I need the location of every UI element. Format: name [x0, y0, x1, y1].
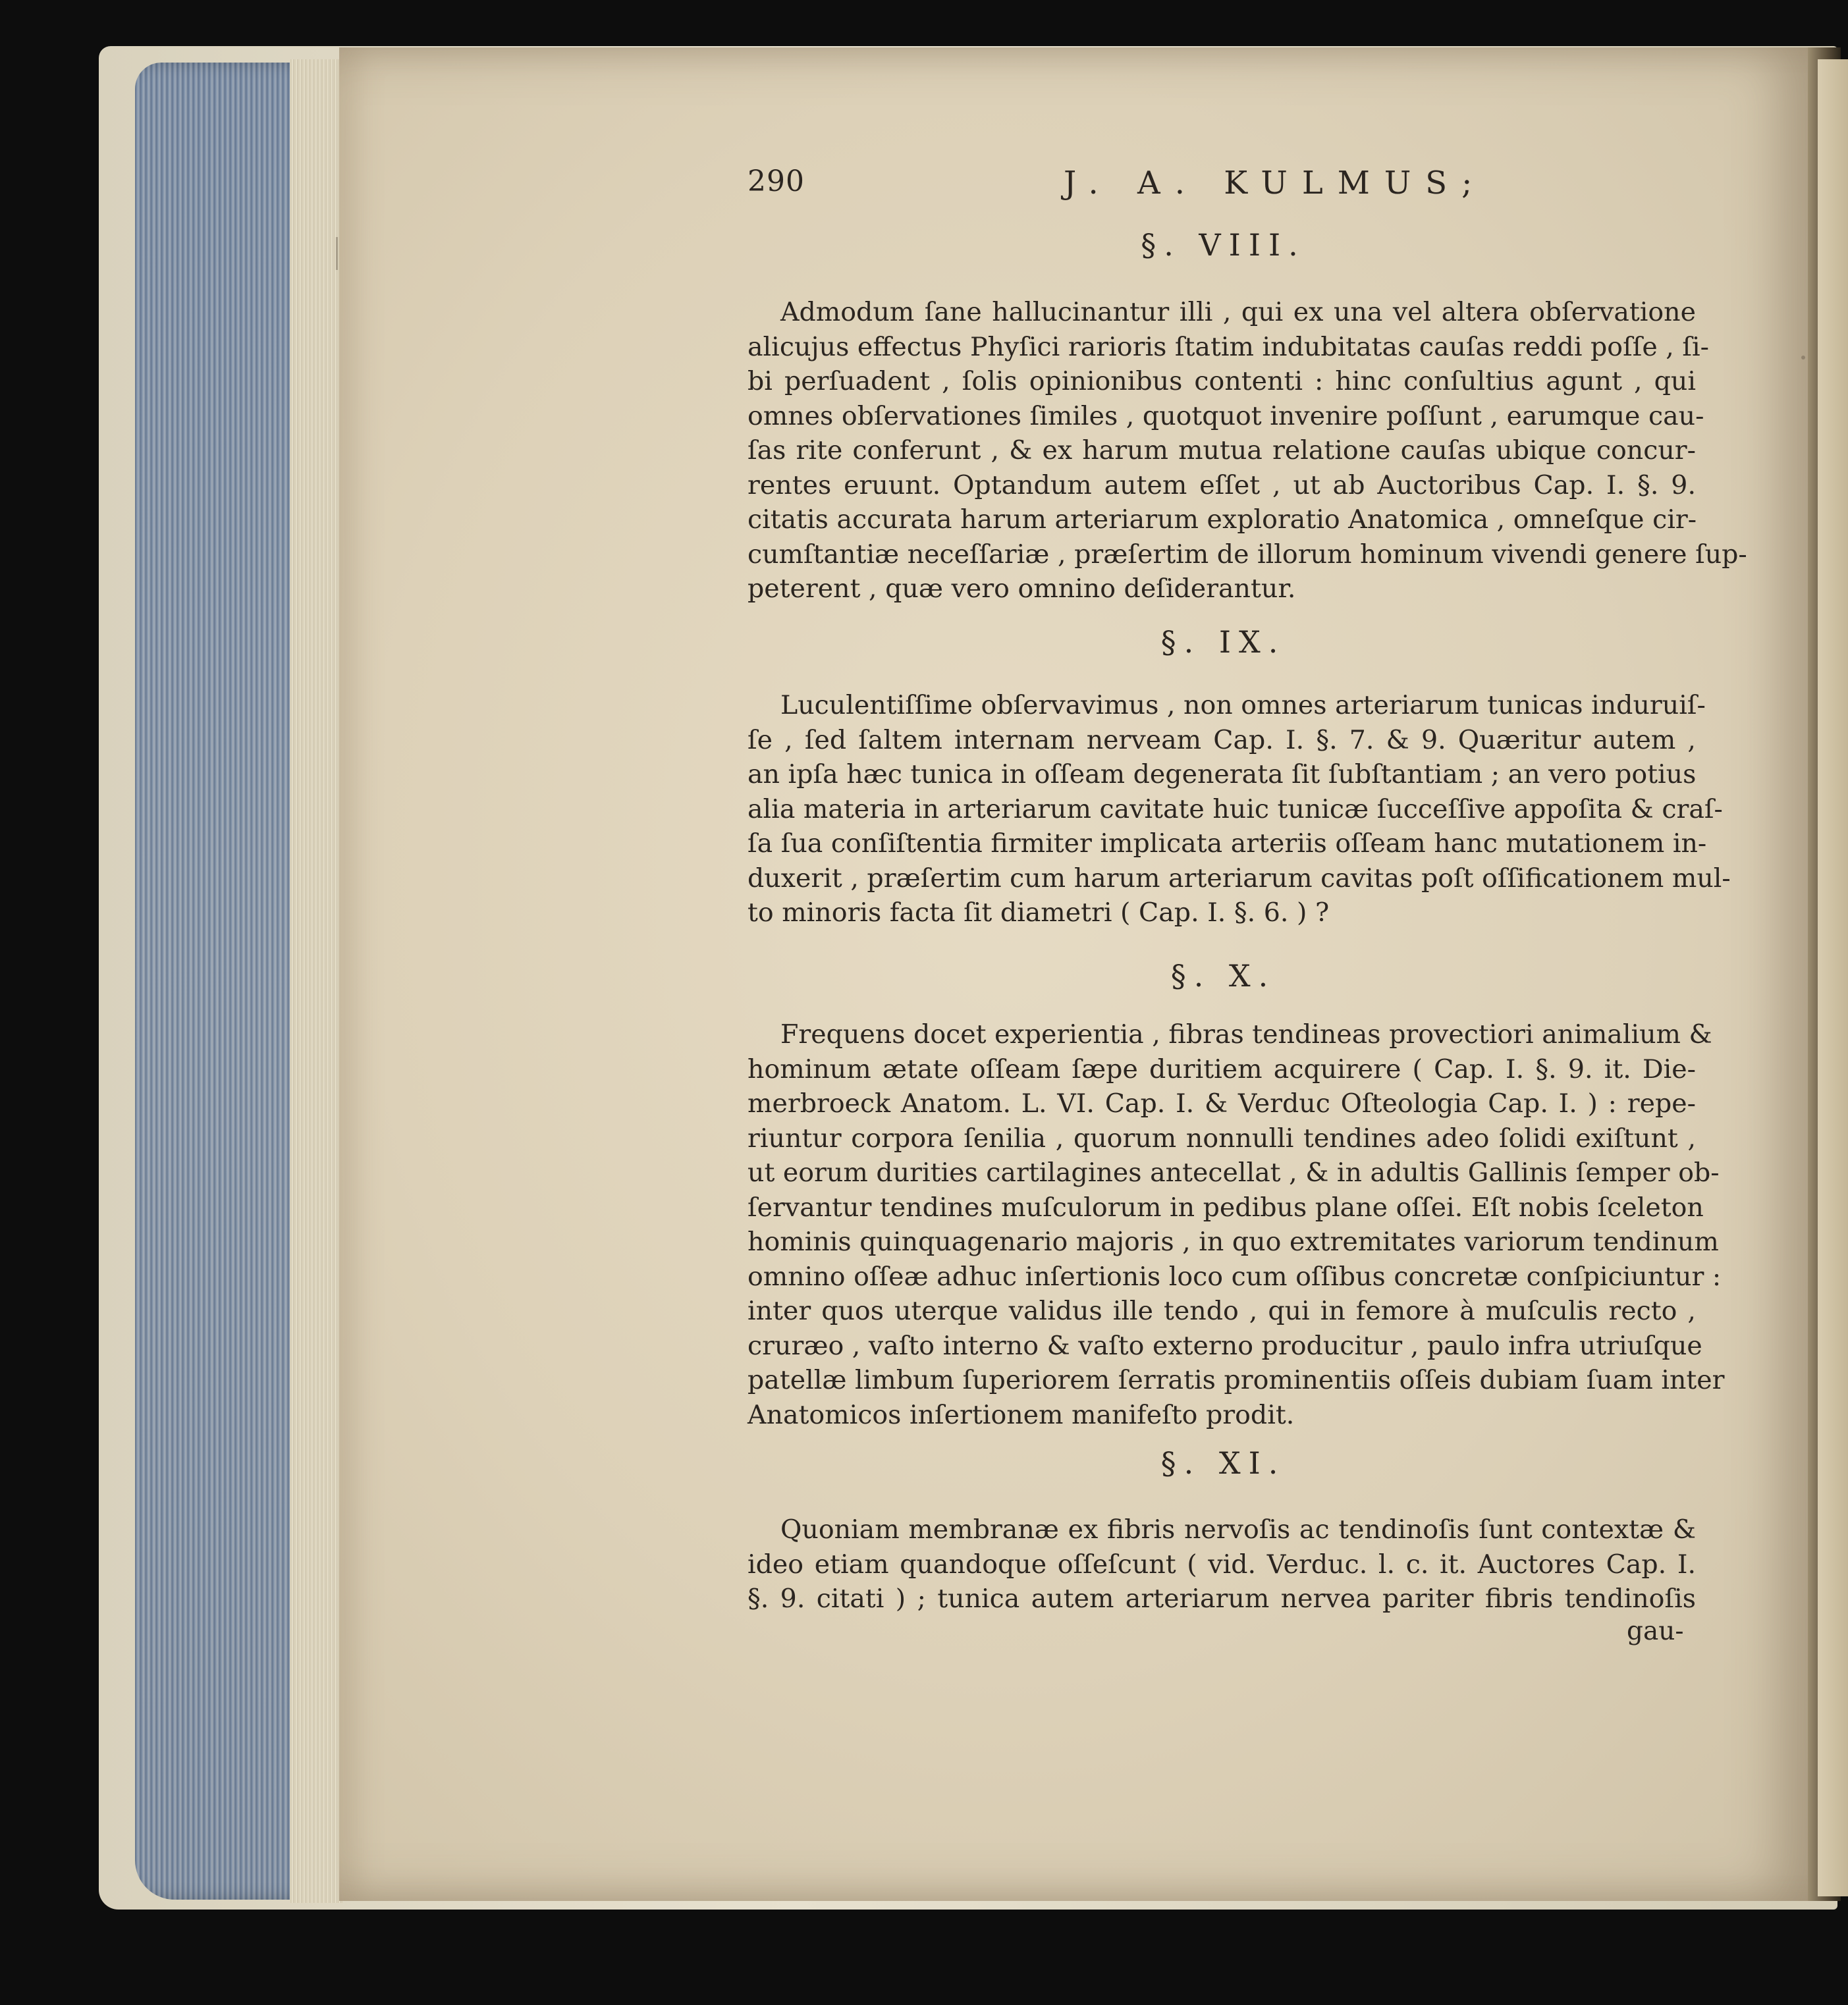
text-line: Admodum ſane hallucinantur illi , qui ex una vel altera obſervatione: [780, 297, 1696, 327]
text-line: ſa ſua conſiſtentia firmiter implicata arteriis oſſeam hanc mutationem in-: [747, 828, 1707, 859]
paragraph-xi: [747, 1512, 1696, 1617]
paragraph-viii: [747, 295, 1747, 606]
facing-page-edge: [1818, 59, 1848, 1896]
text-line: ut eorum durities cartilagines antecellat , & in adultis Gallinis ſemper ob-: [747, 1158, 1720, 1188]
text-line: §. 9. citati ) ; tunica autem arteriarum nervea pariter fibris tendinoſis: [747, 1584, 1696, 1614]
catchword: gau-: [1627, 1617, 1684, 1646]
running-title: J. A. KULMUS;: [1064, 165, 1487, 201]
paragraph-ix: [747, 688, 1731, 930]
margin-mark: [336, 237, 338, 270]
text-line: ideo etiam quandoque oſſeſcunt ( vid. Verduc. l. c. it. Auctores Cap. I.: [747, 1549, 1696, 1580]
text-line: alicujus effectus Phyſici rarioris ſtatim indubitatas cauſas reddi poſſe , ſi-: [747, 331, 1709, 362]
text-line: an ipſa hæc tunica in oſſeam degenerata ſit ſubſtantiam ; an vero potius: [747, 759, 1697, 789]
text-line: inter quos uterque validus ille tendo , qui in femore à muſculis recto ,: [747, 1296, 1696, 1326]
paragraph-x: [747, 1017, 1725, 1432]
text-line: to minoris facta ſit diametri ( Cap. I. §. 6. ) ?: [747, 897, 1330, 928]
text-line: merbroeck Anatom. L. VI. Cap. I. & Verduc Oſteologia Cap. I. ) : repe-: [747, 1088, 1696, 1119]
section-heading-xi: §. XI.: [1160, 1445, 1286, 1481]
text-line: cumſtantiæ neceſſariæ , præſertim de illorum hominum vivendi genere ſup-: [747, 539, 1747, 570]
running-head: [747, 165, 1699, 211]
margin-dot: [1801, 356, 1805, 360]
text-line: cruræo , vaſto interno & vaſto externo producitur , paulo infra utriuſque: [747, 1330, 1702, 1361]
page-edge-leaves: [290, 59, 342, 1903]
text-line: alia materia in arteriarum cavitate huic tunicæ ſucceſſive appoſita & craſ-: [747, 793, 1723, 824]
text-line: bi perſuadent , ſolis opinionibus contenti : hinc conſultius agunt , qui: [747, 366, 1696, 396]
page-number: 290: [747, 165, 805, 198]
text-line: patellæ limbum ſuperiorem ſerratis prominentiis oſſeis dubiam ſuam inter: [747, 1365, 1725, 1395]
text-line: riuntur corpora ſenilia , quorum nonnulli tendines adeo ſolidi exiſtunt ,: [747, 1123, 1696, 1154]
text-line: citatis accurata harum arteriarum exploratio Anatomica , omneſque cir-: [747, 504, 1697, 535]
text-line: Luculentiſſime obſervavimus , non omnes arteriarum tunicas induruiſ-: [780, 690, 1706, 720]
text-line: duxerit , præſertim cum harum arteriarum cavitas poſt oſſificationem mul-: [747, 863, 1731, 894]
text-line: hominum ætate oſſeam ſæpe duritiem acquirere ( Cap. I. §. 9. it. Die-: [747, 1054, 1696, 1084]
section-heading-x: §. X.: [1170, 958, 1276, 994]
text-line: ſe , ſed ſaltem internam nerveam Cap. I. §. 7. & 9. Quæritur autem ,: [747, 724, 1696, 755]
text-line: omnino oſſeæ adhuc inſertionis loco cum oſſibus concretæ conſpiciuntur :: [747, 1261, 1722, 1292]
text-line: omnes obſervationes ſimiles , quotquot invenire poſſunt , earumque cau-: [747, 400, 1704, 431]
text-line: Frequens docet experientia , fibras tendineas provectiori animalium &: [780, 1019, 1712, 1050]
text-line: Anatomicos inſertionem manifeſto prodit.: [747, 1399, 1295, 1430]
text-line: peterent , quæ vero omnino deſiderantur.: [747, 574, 1296, 604]
text-line: hominis quinquagenario majoris , in quo extremitates variorum tendinum: [747, 1227, 1719, 1257]
text-line: ſas rite conferunt , & ex harum mutua relatione cauſas ubique concur-: [747, 435, 1696, 466]
text-line: rentes eruunt. Optandum autem eſſet , ut ab Auctoribus Cap. I. §. 9.: [747, 469, 1696, 500]
section-heading-ix: §. IX.: [1160, 624, 1286, 660]
text-line: ſervantur tendines muſculorum in pedibus plane oſſei. Eſt nobis ſceleton: [747, 1192, 1704, 1223]
section-heading-viii: §. VIII.: [1141, 227, 1306, 263]
text-line: Quoniam membranæ ex fibris nervoſis ac tendinoſis ſunt contextæ &: [780, 1514, 1696, 1545]
